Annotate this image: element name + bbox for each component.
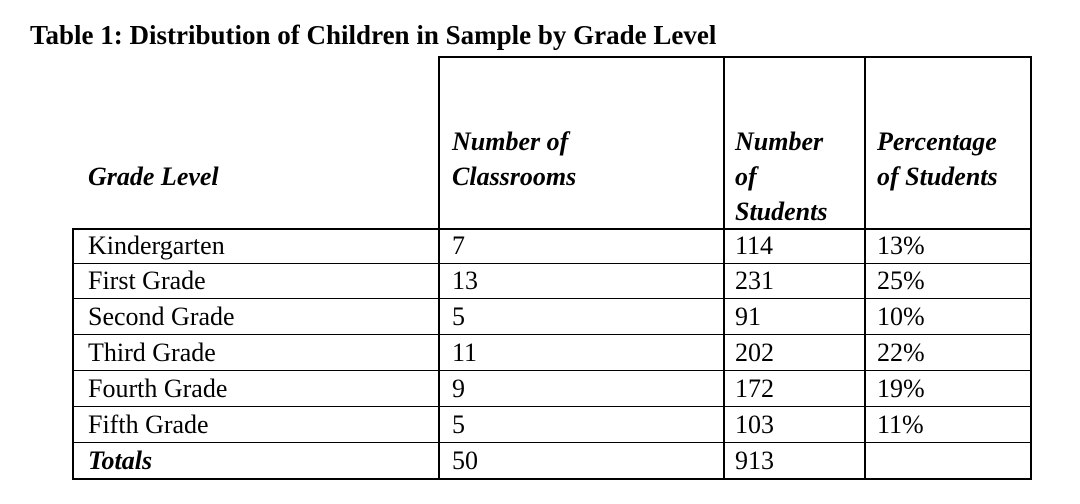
cell-classrooms: 5 — [452, 410, 465, 439]
cell-grade: First Grade — [88, 266, 206, 295]
header-grade-level — [88, 159, 428, 194]
cell-students: 231 — [735, 266, 774, 295]
table-line — [72, 228, 74, 480]
table-line — [864, 56, 866, 480]
cell-classrooms: 11 — [452, 338, 478, 367]
table-line — [438, 56, 1032, 58]
cell-students: 172 — [735, 374, 774, 403]
totals-students: 913 — [735, 446, 774, 475]
cell-percentage: 22% — [877, 338, 925, 367]
cell-students: 91 — [735, 302, 761, 331]
table-line — [1030, 56, 1032, 480]
table-caption: Table 1: Distribution of Children in Sample by Grade Level — [30, 20, 717, 50]
cell-grade: Kindergarten — [88, 231, 225, 260]
cell-percentage: 13% — [877, 231, 925, 260]
cell-grade: Fourth Grade — [88, 374, 228, 403]
cell-grade: Third Grade — [88, 338, 216, 367]
header-percentage-line: of Students — [877, 162, 998, 191]
table-line — [72, 263, 1032, 264]
table-line — [72, 406, 1032, 407]
cell-grade: Second Grade — [88, 302, 235, 331]
cell-grade: Fifth Grade — [88, 410, 209, 439]
cell-percentage: 11% — [877, 410, 924, 439]
header-classrooms-line: Number of — [452, 127, 569, 156]
cell-percentage: 10% — [877, 302, 925, 331]
table-line — [723, 56, 725, 480]
table-line — [72, 298, 1032, 299]
table-line — [72, 478, 1032, 480]
table-line — [438, 56, 440, 480]
header-percentage-of-students — [877, 124, 1029, 194]
cell-percentage: 25% — [877, 266, 925, 295]
cell-students: 202 — [735, 338, 774, 367]
totals-classrooms: 50 — [452, 446, 478, 475]
header-grade-level-text: Grade Level — [88, 162, 219, 191]
header-students-line: of — [735, 162, 757, 191]
cell-classrooms: 7 — [452, 231, 465, 260]
cell-classrooms: 9 — [452, 374, 465, 403]
header-students-line: Number — [735, 127, 824, 156]
table-line — [72, 334, 1032, 335]
table-line — [72, 370, 1032, 371]
cell-students: 103 — [735, 410, 774, 439]
cell-students: 114 — [735, 231, 774, 260]
header-classrooms-line: Classrooms — [452, 162, 577, 191]
header-students-line: Students — [735, 197, 828, 226]
header-number-of-students — [735, 124, 863, 229]
cell-classrooms: 13 — [452, 266, 478, 295]
table-line — [72, 442, 1032, 443]
totals-label: Totals — [88, 446, 153, 475]
cell-classrooms: 5 — [452, 302, 465, 331]
cell-percentage: 19% — [877, 374, 925, 403]
header-number-of-classrooms — [452, 124, 717, 194]
header-percentage-line: Percentage — [877, 127, 997, 156]
